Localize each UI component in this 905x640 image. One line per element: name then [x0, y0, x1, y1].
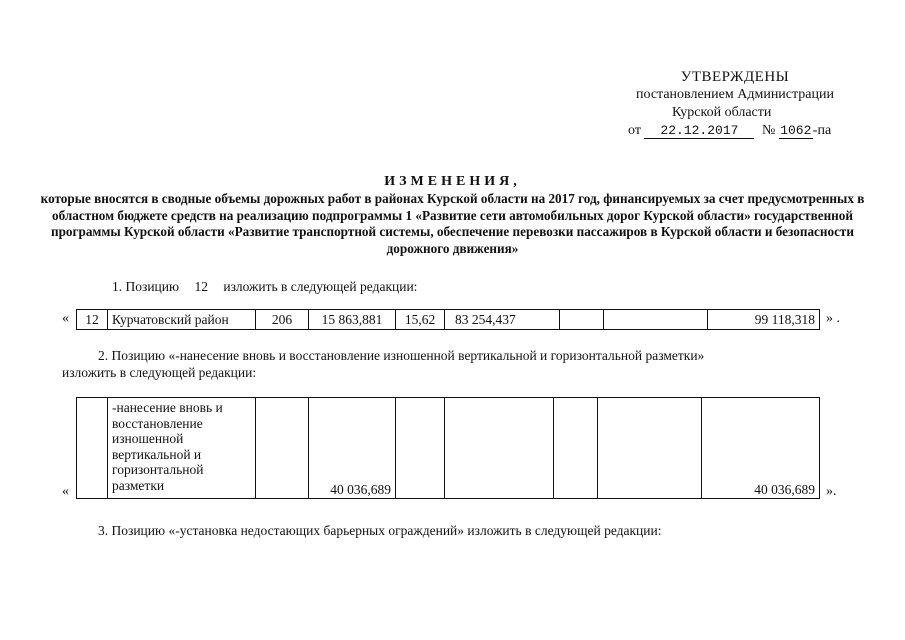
number-suffix: -па: [812, 123, 832, 138]
approval-number: 1062: [780, 123, 812, 138]
item1-paragraph: [112, 278, 417, 295]
table2-open-quote: «: [62, 484, 69, 499]
table1-cell-number: 12: [77, 310, 108, 330]
table1-cell-empty1: [560, 310, 604, 330]
table2-cell-description: -нанесение вновь и восстановление изношенной вертикальной и горизонтальной разметки: [108, 398, 256, 499]
table2-close-quote: ».: [826, 484, 837, 499]
table1-cell-amount2: 15,62: [396, 310, 445, 330]
date-prefix: от: [628, 123, 641, 138]
table1-cell-amount3: 83 254,437: [445, 310, 560, 330]
item1-position: 12: [194, 279, 208, 294]
approval-date: 22.12.2017: [644, 124, 754, 139]
table1-cell-empty2: [604, 310, 708, 330]
approval-issuer: постановлением Администрации: [636, 87, 834, 102]
document-title: ИЗМЕНЕНИЯ,: [384, 174, 521, 189]
table2: [76, 397, 820, 499]
table1-cell-amount1: 15 863,881: [309, 310, 396, 330]
table2-cell-length: [256, 398, 309, 499]
item2-line2: изложить в следующей редакции:: [62, 365, 257, 380]
approval-region: Курской области: [672, 105, 772, 120]
table1-close-quote: » .: [826, 311, 840, 326]
table2-cell-amount1: 40 036,689: [309, 398, 396, 499]
table1-cell-length: 206: [256, 310, 309, 330]
table2-cell-total: 40 036,689: [702, 398, 820, 499]
table2-cell-empty2: [598, 398, 702, 499]
table2-cell-amount2: [396, 398, 445, 499]
item3-paragraph: 3. Позицию «-установка недостающих барьерных ограждений» изложить в следующей редакции:: [98, 523, 662, 538]
approval-heading: УТВЕРЖДЕНЫ: [680, 69, 790, 85]
item1-prefix: 1. Позицию: [112, 279, 180, 294]
item1-suffix: изложить в следующей редакции:: [223, 279, 418, 294]
number-prefix: №: [761, 123, 776, 138]
approval-block: [620, 68, 850, 140]
table1-cell-district: Курчатовский район: [108, 310, 256, 330]
table1-cell-total: 99 118,318: [708, 310, 820, 330]
table1-open-quote: «: [62, 311, 69, 326]
table2-cell-empty1: [554, 398, 598, 499]
item2-line1: 2. Позицию «-нанесение вновь и восстановление изношенной вертикальной и горизонтальной разметки»: [98, 348, 705, 363]
table-row: [77, 310, 820, 330]
table-row: [77, 398, 820, 499]
table2-cell-amount3: [445, 398, 554, 499]
table1: [76, 309, 820, 330]
document-subtitle: которые вносятся в сводные объемы дорожных работ в районах Курской области на 2017 год, финансируемых за счет предусмотренных в областном бюджете средств на реализацию подпрограммы 1 «Развитие сети автомобильных дорог Курской области» государственной программы Курской области «Развитие транспортной системы, обеспечение перевозки пассажиров в Курской области и безопасности дорожного движения»: [40, 191, 865, 256]
table2-cell-number: [77, 398, 108, 499]
approval-date-line: [620, 122, 850, 140]
